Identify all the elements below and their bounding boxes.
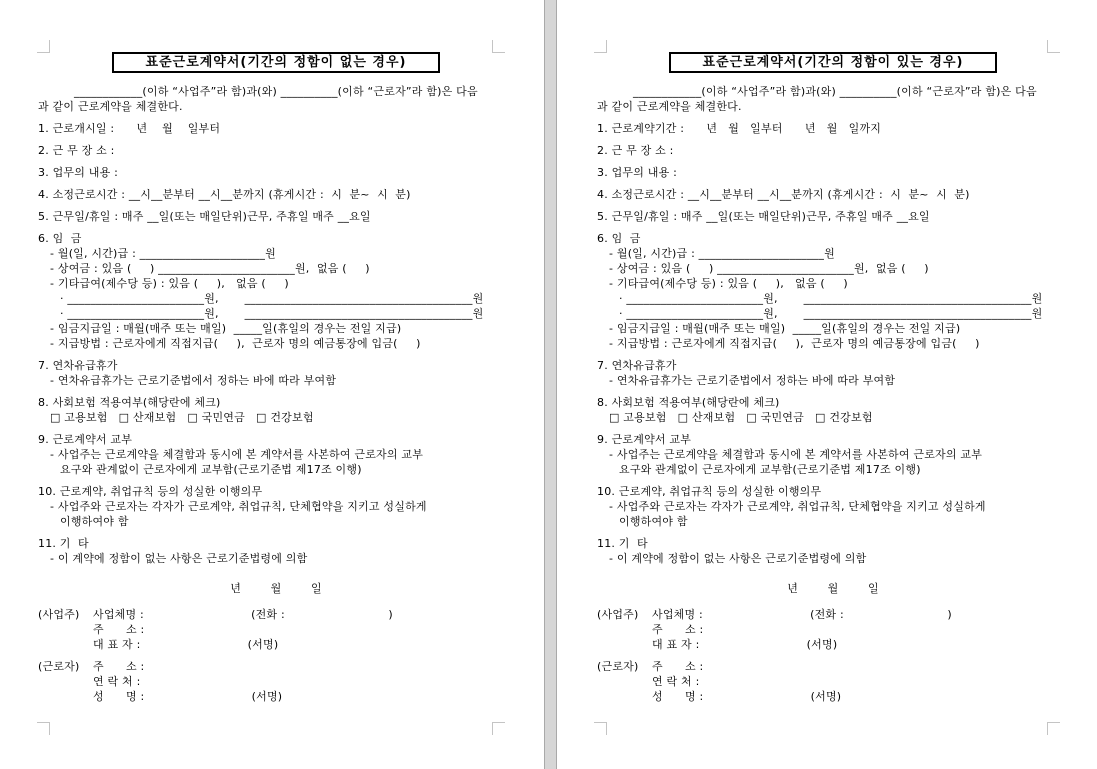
signature-line — [597, 622, 1069, 637]
doc-line: - 사업주와 근로자는 각자가 근로계약, 취업규칙, 단체협약을 지키고 성실하게 — [50, 500, 427, 513]
signature-line — [38, 689, 514, 704]
intro-line: 과 같이 근로계약을 체결한다. — [597, 100, 742, 113]
signature-field-text: 연 락 처 : — [93, 675, 141, 688]
doc-line: 10. 근로계약, 취업규칙 등의 성실한 이행의무 — [597, 485, 822, 498]
doc-line: - 임금지급일 : 매월(매주 또는 매일) _____일(휴일의 경우는 전일 지급) — [609, 322, 961, 335]
doc-line: 2. 근 무 장 소 : — [38, 144, 115, 157]
doc-line: - 월(일, 시간)급 : ______________________원 — [50, 247, 276, 260]
signature-line — [597, 607, 1069, 622]
doc-line: - 상여금 : 있음 ( ) ________________________원, 없음 ( ) — [50, 262, 370, 275]
signature-party-label: (사업주) — [597, 608, 639, 621]
doc-line: - 지급방법 : 근로자에게 직접지급( ), 근로자 명의 예금통장에 입금( ) — [50, 337, 421, 350]
doc-line: - 사업주와 근로자는 각자가 근로계약, 취업규칙, 단체협약을 지키고 성실하게 — [609, 500, 986, 513]
doc-line: 1. 근로개시일 : 년 월 일부터 — [38, 122, 221, 135]
doc-line: 7. 연차유급휴가 — [38, 359, 118, 372]
signature-field-text: 성 명 : (서명) — [652, 690, 842, 703]
signature-field-text: 주 소 : — [93, 623, 145, 636]
signature-line — [38, 659, 514, 674]
doc-line: · ________________________원, ________________________________________원 — [60, 307, 484, 320]
intro-line: ____________(이하 “사업주”라 함)과(와) __________(이하 “근로자”라 함)은 다음 — [74, 85, 478, 98]
contract-title: 표준근로계약서(기간의 정함이 있는 경우) — [702, 55, 964, 70]
doc-line: 요구와 관계없이 근로자에게 교부함(근로기준법 제17조 이행) — [619, 463, 921, 476]
signature-party-label: (근로자) — [38, 660, 80, 673]
doc-line: · ________________________원, ________________________________________원 — [619, 307, 1043, 320]
signature-line — [38, 637, 514, 652]
signature-line — [38, 607, 514, 622]
date-line: 년 월 일 — [787, 582, 879, 595]
contract-title: 표준근로계약서(기간의 정함이 없는 경우) — [145, 55, 407, 70]
doc-line: - 이 계약에 정함이 없는 사항은 근로기준법령에 의함 — [609, 552, 867, 565]
margin-mark-bottom-right — [492, 722, 505, 735]
doc-line: 9. 근로계약서 교부 — [597, 433, 692, 446]
signature-field-text: 연 락 처 : — [652, 675, 700, 688]
intro-line: ____________(이하 “사업주”라 함)과(와) __________(이하 “근로자”라 함)은 다음 — [633, 85, 1037, 98]
margin-mark-bottom-left — [594, 722, 607, 735]
doc-line: - 기타급여(제수당 등) : 있음 ( ), 없음 ( ) — [50, 277, 289, 290]
doc-line: - 지급방법 : 근로자에게 직접지급( ), 근로자 명의 예금통장에 입금( ) — [609, 337, 980, 350]
contract-body — [597, 84, 1069, 704]
document-page-right[interactable] — [557, 0, 1097, 769]
doc-line: - 이 계약에 정함이 없는 사항은 근로기준법령에 의함 — [50, 552, 308, 565]
contract-title-box — [669, 52, 997, 73]
doc-line: 이행하여야 함 — [60, 515, 129, 528]
doc-line: - 연차유급휴가는 근로기준법에서 정하는 바에 따라 부여함 — [50, 374, 337, 387]
signature-field-text: 주 소 : — [93, 660, 145, 673]
signature-line — [597, 674, 1069, 689]
doc-line: 11. 기 타 — [597, 537, 648, 550]
doc-line: · ________________________원, ________________________________________원 — [619, 292, 1043, 305]
doc-line: 4. 소정근로시간 : __시__분부터 __시__분까지 (휴게시간 : 시 분~ 시 분) — [38, 188, 411, 201]
signature-line — [38, 622, 514, 637]
document-page-left[interactable] — [0, 0, 544, 769]
doc-line: - 임금지급일 : 매월(매주 또는 매일) _____일(휴일의 경우는 전일 지급) — [50, 322, 402, 335]
signature-field-text: 대 표 자 : (서명) — [652, 638, 838, 651]
doc-line: 6. 임 금 — [597, 232, 641, 245]
margin-mark-bottom-left — [37, 722, 50, 735]
doc-line: 11. 기 타 — [38, 537, 89, 550]
signature-field-text: 사업체명 : (전화 : ) — [93, 608, 393, 621]
signature-line — [597, 637, 1069, 652]
doc-line: - 사업주는 근로계약을 체결함과 동시에 본 계약서를 사본하여 근로자의 교부 — [50, 448, 424, 461]
contract-title-box — [112, 52, 440, 73]
doc-line: 10. 근로계약, 취업규칙 등의 성실한 이행의무 — [38, 485, 263, 498]
signature-field-text: 성 명 : (서명) — [93, 690, 283, 703]
doc-line: - 기타급여(제수당 등) : 있음 ( ), 없음 ( ) — [609, 277, 848, 290]
doc-line: 6. 임 금 — [38, 232, 82, 245]
doc-line: 8. 사회보험 적용여부(해당란에 체크) — [38, 396, 221, 409]
doc-line: 3. 업무의 내용 : — [38, 166, 119, 179]
date-line: 년 월 일 — [230, 582, 322, 595]
margin-mark-bottom-right — [1047, 722, 1060, 735]
signature-field-text: 사업체명 : (전화 : ) — [652, 608, 952, 621]
doc-line: 2. 근 무 장 소 : — [597, 144, 674, 157]
signature-field-text: 주 소 : — [652, 660, 704, 673]
doc-line: · ________________________원, ________________________________________원 — [60, 292, 484, 305]
doc-line: 7. 연차유급휴가 — [597, 359, 677, 372]
doc-line: 5. 근무일/휴일 : 매주 __일(또는 매일단위)근무, 주휴일 매주 __요일 — [38, 210, 371, 223]
intro-line: 과 같이 근로계약을 체결한다. — [38, 100, 183, 113]
doc-line: 8. 사회보험 적용여부(해당란에 체크) — [597, 396, 780, 409]
doc-line: - 연차유급휴가는 근로기준법에서 정하는 바에 따라 부여함 — [609, 374, 896, 387]
doc-line: - 사업주는 근로계약을 체결함과 동시에 본 계약서를 사본하여 근로자의 교부 — [609, 448, 983, 461]
doc-line: - 월(일, 시간)급 : ______________________원 — [609, 247, 835, 260]
contract-body — [38, 84, 514, 704]
insurance-checkboxes-line: □ 고용보험 □ 산재보험 □ 국민연금 □ 건강보험 — [609, 411, 873, 424]
doc-line: 5. 근무일/휴일 : 매주 __일(또는 매일단위)근무, 주휴일 매주 __요일 — [597, 210, 930, 223]
signature-line — [597, 689, 1069, 704]
doc-line: 1. 근로계약기간 : 년 월 일부터 년 월 일까지 — [597, 122, 882, 135]
doc-line: - 상여금 : 있음 ( ) ________________________원, 없음 ( ) — [609, 262, 929, 275]
signature-line — [38, 674, 514, 689]
signature-party-label: (근로자) — [597, 660, 639, 673]
doc-line: 9. 근로계약서 교부 — [38, 433, 133, 446]
signature-party-label: (사업주) — [38, 608, 80, 621]
signature-field-text: 주 소 : — [652, 623, 704, 636]
signature-line — [597, 659, 1069, 674]
page-gap — [544, 0, 557, 769]
doc-line: 4. 소정근로시간 : __시__분부터 __시__분까지 (휴게시간 : 시 분~ 시 분) — [597, 188, 970, 201]
signature-field-text: 대 표 자 : (서명) — [93, 638, 279, 651]
doc-line: 요구와 관계없이 근로자에게 교부함(근로기준법 제17조 이행) — [60, 463, 362, 476]
insurance-checkboxes-line: □ 고용보험 □ 산재보험 □ 국민연금 □ 건강보험 — [50, 411, 314, 424]
doc-line: 이행하여야 함 — [619, 515, 688, 528]
page-content — [597, 52, 1069, 704]
doc-line: 3. 업무의 내용 : — [597, 166, 678, 179]
page-content — [38, 52, 514, 704]
